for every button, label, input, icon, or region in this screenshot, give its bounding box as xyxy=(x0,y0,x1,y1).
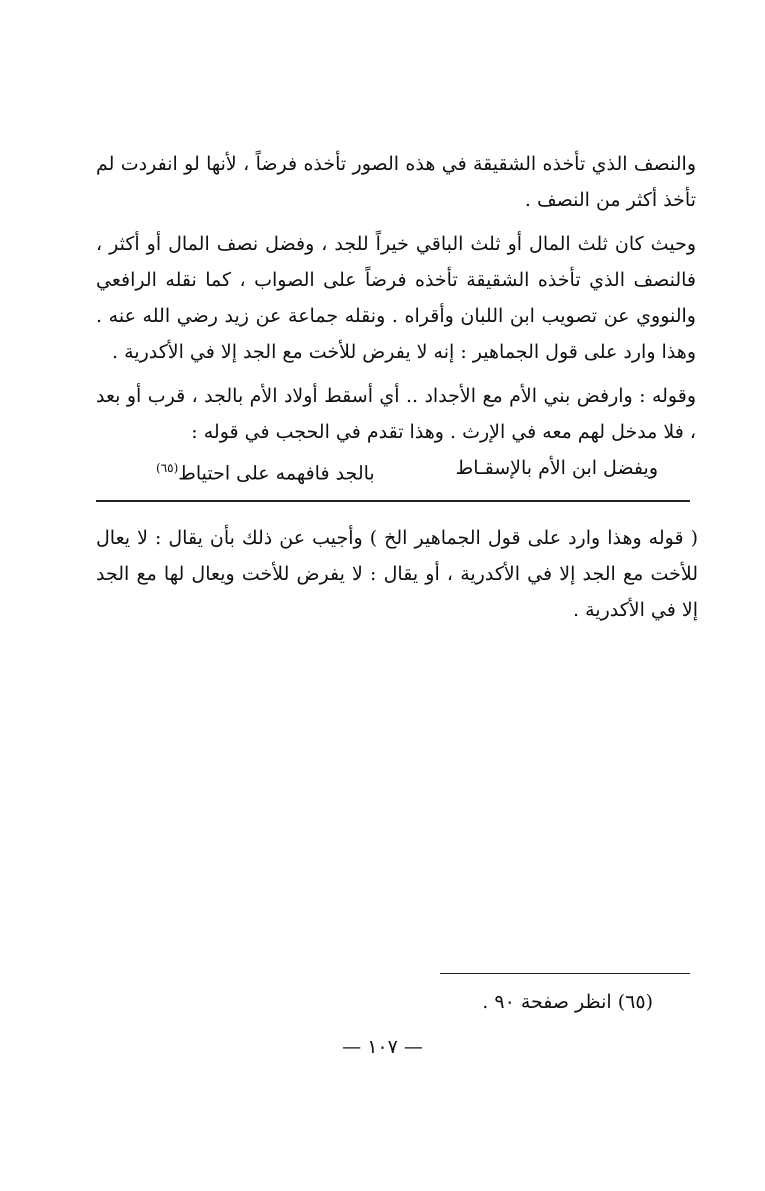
paragraph-2: وحيث كان ثلث المال أو ثلث الباقي خيراً للجد ، وفضل نصف المال أو أكثر ، فالنصف الذي تأخذه الشقيقة تأخذه فرضاً على الصواب ، كما نقله الرافعي والنووي عن تصويب ابن اللبان وأقراه . ونقله جماعة عن زيد رضي الله عنه . وهذا وارد على قول الجماهير : إنه لا يفرض للأخت مع الجد إلا في الأكدرية . xyxy=(96,233,696,363)
footnote: (٦٥) انظر صفحة ٩٠ . xyxy=(482,991,653,1013)
verse-second-half: بالجد فافهمه على احتياط$^{(٦٥)}$ xyxy=(156,461,375,485)
paragraph-3: وقوله : وارفض بني الأم مع الأجداد .. أي أسقط أولاد الأم بالجد ، قرب أو بعد ، فلا مدخل لهم معه في الإرث . وهذا تقدم في الحجب في قوله : xyxy=(96,385,696,443)
commentary-divider xyxy=(96,500,690,502)
verse-first-half: ويفضل ابن الأم بالإسقـاط xyxy=(455,457,658,479)
paragraph-1: والنصف الذي تأخذه الشقيقة في هذه الصور تأخذه فرضاً ، لأنها لو انفردت لم تأخذ أكثر من النصف . xyxy=(96,153,696,211)
commentary-block xyxy=(96,520,698,628)
main-text xyxy=(96,146,696,491)
footnote-reference: (٦٥) xyxy=(156,461,179,475)
commentary-text: ( قوله وهذا وارد على قول الجماهير الخ ) وأجيب عن ذلك بأن يقال : لا يعال للأخت مع الجد إلا في الأكدرية ، أو يقال : لا يفرض للأخت ويعال لها مع الجد إلا في الأكدرية . xyxy=(96,527,698,621)
page-number: — ١٠٧ — xyxy=(342,1036,423,1058)
poem-verse xyxy=(96,450,696,491)
footnote-divider xyxy=(440,973,690,974)
